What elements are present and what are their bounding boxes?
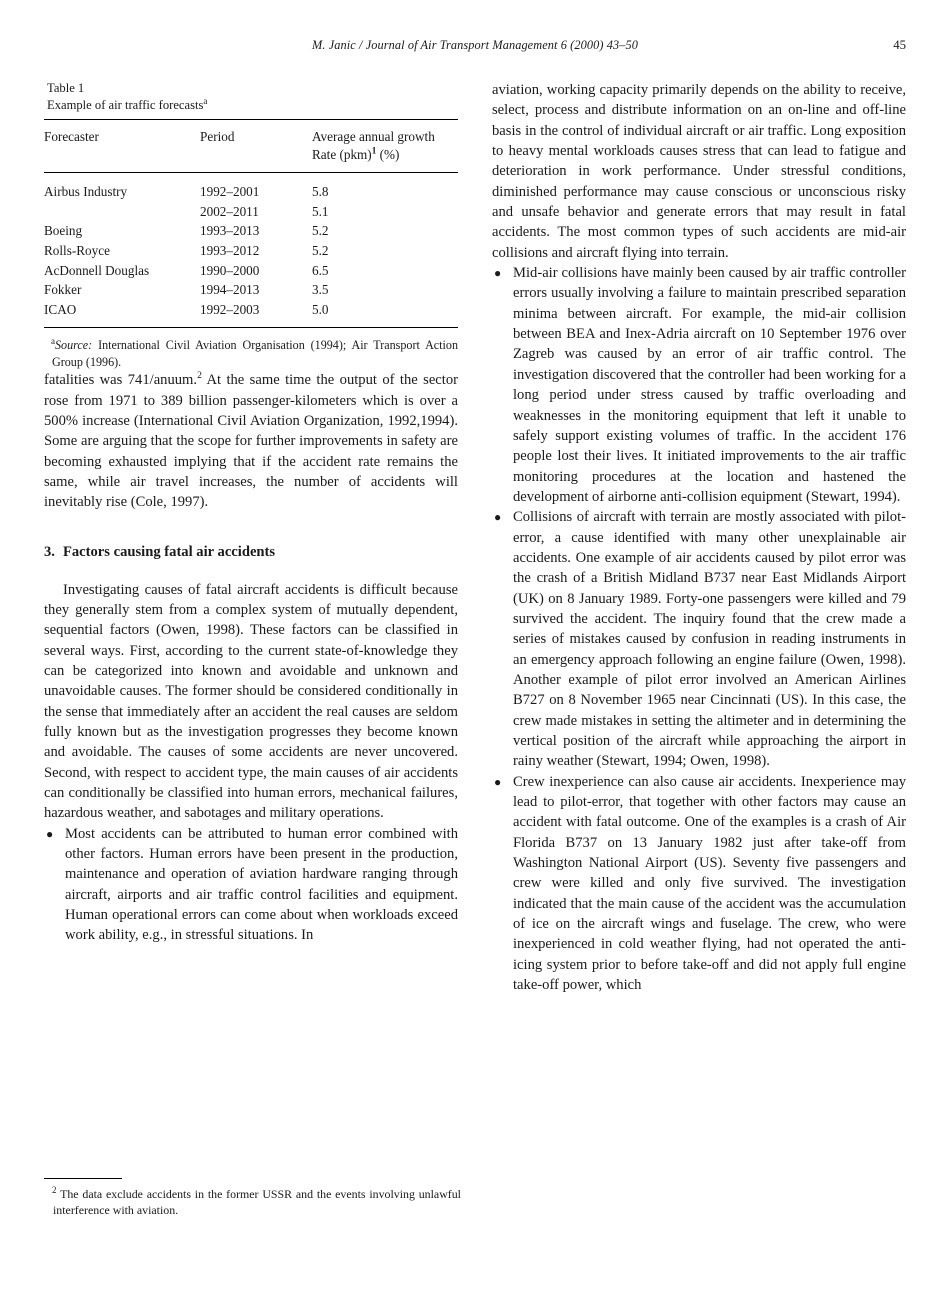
table-body xyxy=(44,173,458,328)
cell-rate: 5.2 xyxy=(312,242,329,258)
list-item xyxy=(44,824,458,946)
running-head xyxy=(44,38,906,56)
cell-period: 1990–2000 xyxy=(200,262,260,278)
table-row xyxy=(44,241,458,261)
right-column xyxy=(492,80,906,995)
source-label: Source: xyxy=(55,338,93,353)
paragraph-aviation-working-capacity: aviation, working capacity primarily depends on the ability to receive, select, process and distribute information on an on-line and off-line basis in the control of individual aircraft or air traffic. Long exposition to heavy mental workloads causes stress that can lead to fatigue and deterioration in work performance. Under stressful conditions, diminished performance may cause conscious or unconscious risky and unsafe behavior and generate errors that may result in fatal accidents. The most common types of such accidents are mid-air collisions and aircraft flying into terrain. xyxy=(492,82,906,261)
paragraph-fatalities: fatalities was 741/anuum.$^2$ At the same time the output of the sector rose from 1971 to 389 billion passenger-kilometers which is over a 500% increase (International Civil Aviation Organization, 1992,1994). Some are arguing that the scope for further improvements in safety are becoming exhausted implying that if the accident rate remains the same, while air travel increases, the number of accidents will inevitably rise (Cole, 1997). xyxy=(44,370,458,511)
bullet-dot-icon: ● xyxy=(494,774,502,789)
cell-rate: 5.2 xyxy=(312,223,329,239)
footnote-divider xyxy=(44,1178,122,1179)
table-row xyxy=(44,221,458,241)
cell-forecaster: ICAO xyxy=(44,301,77,317)
table-caption xyxy=(47,80,458,113)
table-title-footnote-marker: a xyxy=(203,95,208,106)
footnote-2 xyxy=(44,1186,461,1218)
column-header-forecaster: Forecaster xyxy=(44,120,200,173)
bullet-dot-icon: ● xyxy=(494,510,502,525)
column-header-growth-rate: Average annual growth Rate (pkm)$^1$ (%) xyxy=(312,120,458,173)
cell-forecaster: Boeing xyxy=(44,223,83,239)
air-traffic-forecast-table xyxy=(44,119,458,328)
bullet-dot-icon: ● xyxy=(46,826,54,841)
cell-period: 1992–2001 xyxy=(200,184,260,200)
list-item-text: Collisions of aircraft with terrain are mostly associated with pilot-error, a cause identified with many other unexplainable air accidents. One example of air accidents caused by pilot error was the crash of a British Midland B737 near East Midlands Airport (UK) on 8 January 1989. Forty-one passengers were killed and 79 survived the accident. The inquiry found that the crew made a series of mistakes caused by confusion in reading instruments in an emergency approach following an engine failure (Owen, 1998). Another example of pilot error involved an American Airlines B727 on 8 November 1965 near Cincinnati (US). In this case, the crew made mistakes in setting the altimeter and in determining the vertical position of the aircraft while approaching the airport in rainy weather (Stewart, 1994; Owen, 1998). xyxy=(513,509,906,770)
cell-rate: 5.1 xyxy=(312,203,329,219)
table-row xyxy=(44,202,458,222)
table-row xyxy=(44,261,458,281)
source-text: International Civil Aviation Organisation (1994); Air Transport Action Group (1996). xyxy=(52,338,458,369)
list-item-text: Mid-air collisions have mainly been caused by air traffic controller errors usually involving a failure to maintain prescribed separation minima between aircraft. For example, the mid-air collision between BEA and Inex-Adria aircraft on 10 September 1976 over Zagreb was caused by an error of air traffic control. The investigation discovered that the controller had been working for a long period under stress caused by traffic overloading and weaknesses in the monitoring equipment that left it unable to safely support existing volumes of traffic. In the accident 176 people lost their lives. It initiated improvements to the air traffic monitoring procedures at the location and hastened the development of airborne anti-collision equipment (Stewart, 1994). xyxy=(513,265,906,505)
table-label: Table 1 xyxy=(47,81,85,95)
table-header xyxy=(44,120,458,173)
cell-period: 2002–2011 xyxy=(200,203,259,219)
table-row xyxy=(44,173,458,202)
bullet-list-left xyxy=(44,824,458,946)
cell-forecaster: AcDonnell Douglas xyxy=(44,262,150,278)
paragraph-investigating-causes: Investigating causes of fatal aircraft accidents is difficult because they generally stem from a complex system of mutually dependent, sequential factors (Owen, 1998). These factors can be classified in several ways. First, according to the current state-of-knowledge they can be categorized into known and avoidable and unknown and unavoidable causes. The former should be considered conditionally in the sense that immediately after an accident the real causes are seldom fully known but as the investigation progresses they become known and avoidable. The causes of some accidents are never uncovered. Second, with respect to accident type, the main causes of air accidents can conditionally be classified into human errors, mechanical failures, hazardous weather, and sabotages and military operations. xyxy=(44,581,458,822)
footnote-text: The data exclude accidents in the former USSR and the events involving unlawful interference with aviation. xyxy=(53,1187,461,1218)
cell-forecaster: Rolls-Royce xyxy=(44,242,110,258)
list-item xyxy=(492,263,906,507)
section-number: 3. xyxy=(44,543,55,560)
cell-forecaster: Fokker xyxy=(44,282,82,298)
section-title: Factors causing fatal air accidents xyxy=(62,543,276,560)
footnote-ref-2: 2 xyxy=(197,370,202,382)
cell-forecaster: Airbus Industry xyxy=(44,184,128,200)
bullet-dot-icon: ● xyxy=(494,266,502,281)
column-header-period: Period xyxy=(200,120,312,173)
cell-period: 1993–2013 xyxy=(200,223,260,239)
cell-period: 1993–2012 xyxy=(200,242,260,258)
cell-forecaster xyxy=(44,202,200,222)
table-header-row xyxy=(44,120,458,173)
cell-period: 1992–2003 xyxy=(200,301,260,317)
footnote-number: 2 xyxy=(52,1185,57,1196)
table-title: Example of air traffic forecasts$^a$ xyxy=(47,95,208,112)
cell-period: 1994–2013 xyxy=(200,282,260,298)
page-number: 45 xyxy=(893,38,906,52)
section-heading-3 xyxy=(44,543,458,562)
table-source-note xyxy=(44,337,458,370)
footnote-block xyxy=(44,1178,461,1218)
pkm-footnote-marker: 1 xyxy=(371,145,377,156)
running-head-title: M. Janic / Journal of Air Transport Management 6 (2000) 43–50 xyxy=(312,38,638,52)
list-item-text: Crew inexperience can also cause air accidents. Inexperience may lead to pilot-error, that together with other factors may cause an accident with fatal outcome. One of the examples is a crash of Air Florida B737 on 13 January 1982 just after take-off from Washington National Airport (US). Seventy five passengers and crew were killed and only five survived. The investigation indicated that the main cause of the accident was the accumulation of ice on the aircraft wings and fuselage. The crew, who were inexperienced in cold weather flying, had not operated the anti-icing system prior to before take-off and did not apply full engine take-off power, which xyxy=(513,773,906,994)
table-note-marker: a xyxy=(51,336,55,347)
list-item xyxy=(492,507,906,771)
left-column xyxy=(44,80,458,946)
list-item xyxy=(492,772,906,996)
cell-rate: 5.0 xyxy=(312,301,329,317)
cell-rate: 3.5 xyxy=(312,282,329,298)
list-item-text: Most accidents can be attributed to human error combined with other factors. Human errors have been present in the production, maintenance and operation of aviation hardware ranging through aircraft, airports and air traffic control facilities and equipment. Human operational errors can come about when workloads exceed work ability, e.g., in stressful situations. In xyxy=(65,825,458,944)
cell-rate: 6.5 xyxy=(312,262,329,278)
table-row xyxy=(44,300,458,328)
cell-rate: 5.8 xyxy=(312,184,329,200)
table-row xyxy=(44,280,458,300)
bullet-list-right xyxy=(492,263,906,995)
